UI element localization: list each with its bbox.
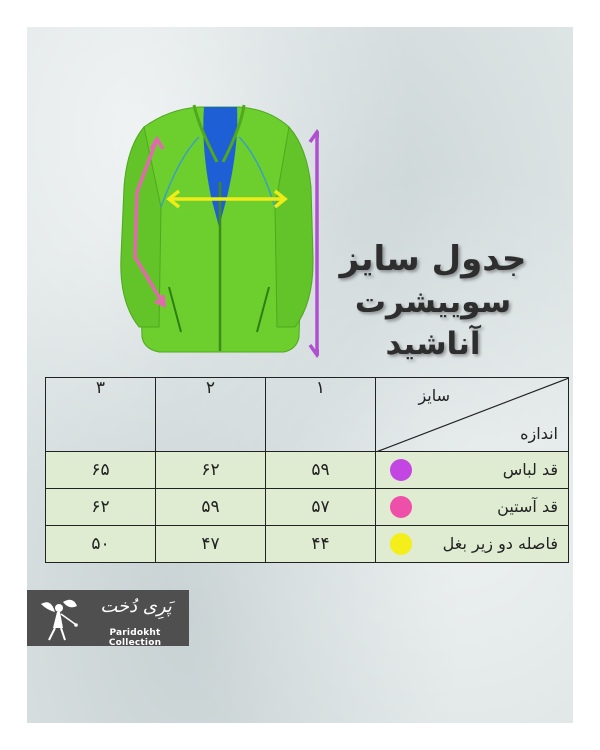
table-cell: ۶۵ [46, 452, 156, 489]
header-measure-label: اندازه [520, 424, 558, 443]
title-line-2: سوییشرت آناشید [354, 284, 512, 362]
table-header-row [46, 378, 569, 452]
jacket-illustration [99, 87, 319, 387]
row-label: فاصله دو زیر بغل [442, 534, 558, 553]
header-size-1: ۱ [266, 378, 376, 452]
table-row [46, 452, 569, 489]
table-cell: ۵۰ [46, 526, 156, 563]
brand-logo [27, 590, 189, 646]
pink-dot-icon [390, 496, 412, 518]
row-label-cell [376, 489, 569, 526]
table-cell: ۴۴ [266, 526, 376, 563]
table-row [46, 526, 569, 563]
row-label: قد لباس [502, 460, 558, 479]
brand-name-en: Paridokht Collection [108, 628, 162, 648]
purple-dot-icon [390, 459, 412, 481]
header-size-2: ۲ [156, 378, 266, 452]
row-label-cell [376, 452, 569, 489]
row-label: قد آستین [497, 497, 558, 516]
table-cell: ۵۹ [266, 452, 376, 489]
table-cell: ۴۷ [156, 526, 266, 563]
table-row [46, 489, 569, 526]
size-table [45, 377, 569, 563]
brand-name-fa: پَرِی دُخت [100, 596, 172, 617]
header-size-3: ۳ [46, 378, 156, 452]
title-line-1: جدول سایز [339, 239, 527, 279]
table-cell: ۵۹ [156, 489, 266, 526]
row-label-cell [376, 526, 569, 563]
yellow-dot-icon [390, 533, 412, 555]
header-corner-cell [376, 378, 569, 452]
table-cell: ۶۲ [156, 452, 266, 489]
table-cell: ۶۲ [46, 489, 156, 526]
header-size-label: سایز [418, 386, 450, 405]
table-cell: ۵۷ [266, 489, 376, 526]
chart-title [323, 237, 543, 365]
fairy-icon [33, 594, 83, 642]
